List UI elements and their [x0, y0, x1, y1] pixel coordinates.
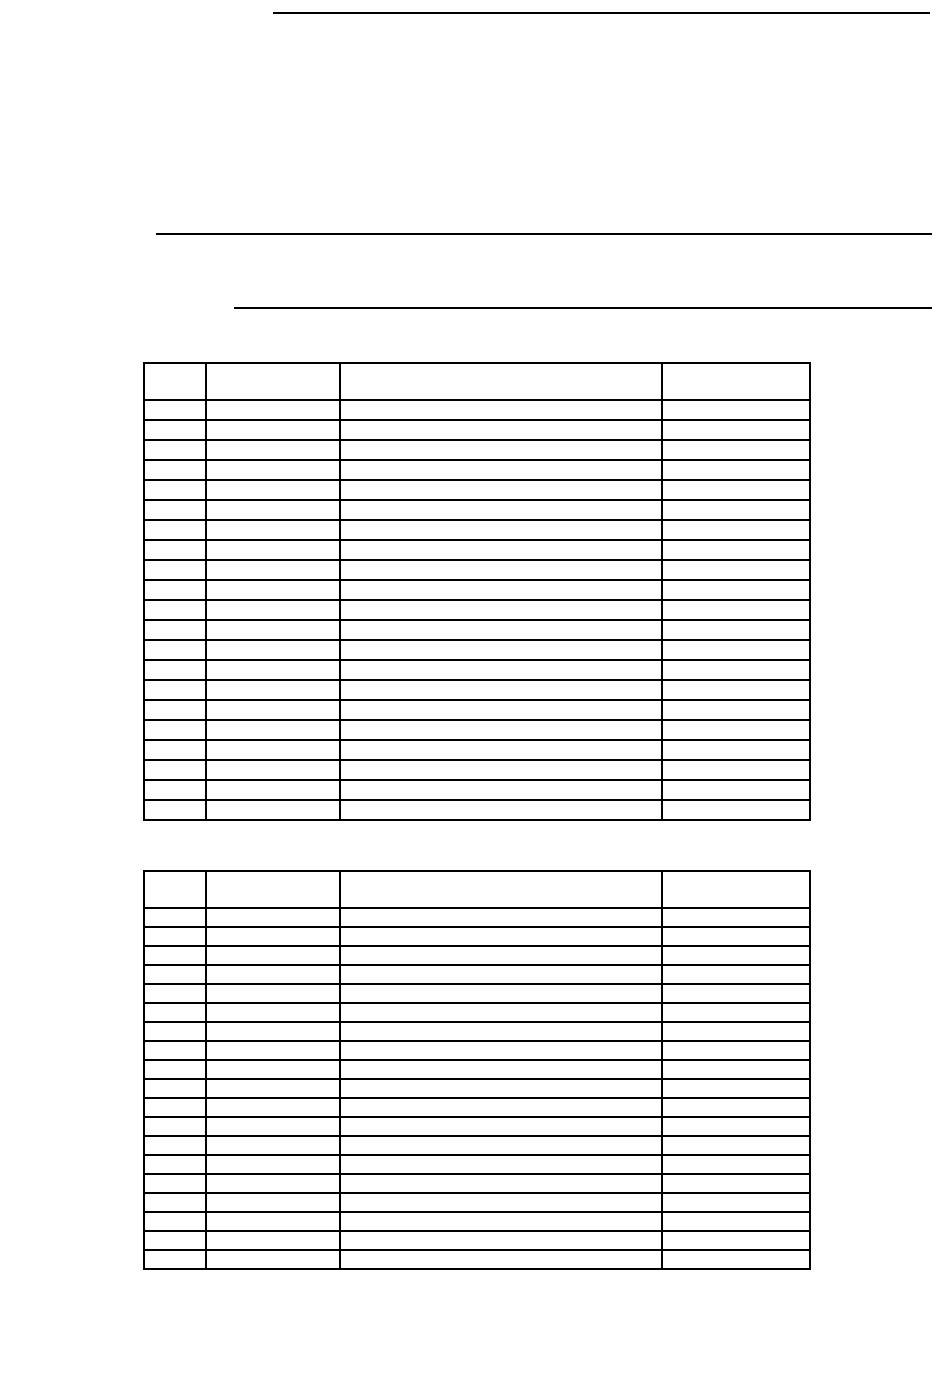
table-cell	[662, 420, 810, 440]
table-cell	[662, 1212, 810, 1231]
table-cell	[340, 420, 662, 440]
table-cell	[206, 1060, 340, 1079]
table-cell	[662, 1174, 810, 1193]
table-cell	[206, 1250, 340, 1269]
table-cell	[662, 460, 810, 480]
table-cell	[340, 1174, 662, 1193]
table-cell	[206, 480, 340, 500]
table-cell	[144, 640, 206, 660]
table-cell	[662, 760, 810, 780]
table-cell	[662, 600, 810, 620]
table-cell	[144, 1098, 206, 1117]
table-row	[144, 600, 810, 620]
parts-table-1-header	[144, 363, 810, 400]
table-header-cell	[340, 363, 662, 400]
table-row	[144, 1155, 810, 1174]
table-row	[144, 1098, 810, 1117]
table-cell	[340, 1231, 662, 1250]
table-cell	[206, 1231, 340, 1250]
table-cell	[206, 965, 340, 984]
table-row	[144, 1212, 810, 1231]
table-cell	[206, 520, 340, 540]
table-cell	[144, 440, 206, 460]
table-cell	[206, 560, 340, 580]
title-underline-rule	[273, 12, 930, 14]
table-cell	[340, 760, 662, 780]
table-cell	[662, 1193, 810, 1212]
table-row	[144, 660, 810, 680]
table-cell	[340, 1136, 662, 1155]
table-cell	[206, 927, 340, 946]
table-cell	[662, 620, 810, 640]
table-cell	[206, 580, 340, 600]
table-row	[144, 560, 810, 580]
table-row	[144, 1041, 810, 1060]
table-header-cell	[340, 871, 662, 908]
table-cell	[206, 908, 340, 927]
table-cell	[206, 1136, 340, 1155]
table-row	[144, 540, 810, 560]
table-cell	[340, 680, 662, 700]
table-cell	[206, 660, 340, 680]
table-cell	[144, 480, 206, 500]
table-cell	[340, 400, 662, 420]
parts-table-2-header	[144, 871, 810, 908]
table-cell	[144, 1041, 206, 1060]
table-cell	[662, 1060, 810, 1079]
parts-table-1	[143, 362, 811, 821]
table-row	[144, 1022, 810, 1041]
table-row	[144, 640, 810, 660]
parts-table-2-body	[144, 908, 810, 1269]
table-cell	[144, 908, 206, 927]
table-cell	[340, 700, 662, 720]
table-cell	[206, 1155, 340, 1174]
table-cell	[144, 800, 206, 820]
table-cell	[340, 720, 662, 740]
table-cell	[662, 1003, 810, 1022]
table-cell	[340, 460, 662, 480]
table-row	[144, 520, 810, 540]
table-cell	[144, 740, 206, 760]
table-cell	[144, 660, 206, 680]
table-cell	[662, 740, 810, 760]
table-cell	[662, 1155, 810, 1174]
table-cell	[340, 580, 662, 600]
table-row	[144, 1136, 810, 1155]
table-cell	[206, 1117, 340, 1136]
table-row	[144, 965, 810, 984]
table-row	[144, 760, 810, 780]
table-cell	[662, 1098, 810, 1117]
table-cell	[144, 520, 206, 540]
table-cell	[144, 720, 206, 740]
table-cell	[206, 460, 340, 480]
table-header-cell	[144, 363, 206, 400]
table-cell	[340, 740, 662, 760]
parts-table-1-body	[144, 400, 810, 820]
table-cell	[206, 780, 340, 800]
table-cell	[340, 480, 662, 500]
table-cell	[662, 908, 810, 927]
table-cell	[206, 680, 340, 700]
table-row	[144, 927, 810, 946]
table-header-cell	[206, 363, 340, 400]
table-cell	[206, 700, 340, 720]
table-cell	[340, 560, 662, 580]
table-cell	[662, 946, 810, 965]
table-cell	[662, 480, 810, 500]
table-cell	[340, 1193, 662, 1212]
table-cell	[144, 1231, 206, 1250]
section-underline-rule-1	[156, 233, 932, 235]
table-cell	[662, 640, 810, 660]
table-cell	[340, 520, 662, 540]
table-header-cell	[206, 871, 340, 908]
table-cell	[662, 1117, 810, 1136]
table-row	[144, 908, 810, 927]
table-row	[144, 1250, 810, 1269]
table-cell	[144, 560, 206, 580]
table-cell	[206, 946, 340, 965]
table-cell	[206, 720, 340, 740]
table-cell	[144, 760, 206, 780]
table-cell	[662, 800, 810, 820]
table-row	[144, 400, 810, 420]
table-row	[144, 1231, 810, 1250]
table-cell	[206, 1003, 340, 1022]
table-cell	[144, 1136, 206, 1155]
table-cell	[206, 420, 340, 440]
table-cell	[340, 440, 662, 460]
table-cell	[340, 1079, 662, 1098]
table-cell	[206, 400, 340, 420]
table-cell	[206, 1212, 340, 1231]
table-cell	[340, 908, 662, 927]
table-header-row	[144, 363, 810, 400]
table-cell	[206, 1098, 340, 1117]
table-cell	[662, 1079, 810, 1098]
table-cell	[144, 1060, 206, 1079]
table-cell	[144, 580, 206, 600]
table-cell	[340, 927, 662, 946]
table-cell	[206, 1193, 340, 1212]
table-row	[144, 460, 810, 480]
table-cell	[206, 540, 340, 560]
table-cell	[144, 780, 206, 800]
parts-table-2	[143, 870, 811, 1270]
table-cell	[340, 1041, 662, 1060]
table-cell	[144, 1193, 206, 1212]
table-cell	[662, 927, 810, 946]
table-cell	[662, 520, 810, 540]
table-header-cell	[662, 871, 810, 908]
table-cell	[144, 1022, 206, 1041]
table-row	[144, 580, 810, 600]
table-cell	[144, 680, 206, 700]
table-row	[144, 720, 810, 740]
table-cell	[144, 460, 206, 480]
table-cell	[144, 400, 206, 420]
section-underline-rule-2	[234, 307, 932, 309]
table-row	[144, 1117, 810, 1136]
table-cell	[206, 1041, 340, 1060]
table-cell	[662, 1136, 810, 1155]
table-row	[144, 1193, 810, 1212]
table-cell	[662, 440, 810, 460]
table-cell	[206, 1174, 340, 1193]
table-cell	[144, 1079, 206, 1098]
table-row	[144, 700, 810, 720]
table-cell	[340, 780, 662, 800]
table-cell	[206, 760, 340, 780]
table-cell	[340, 1022, 662, 1041]
table-cell	[340, 965, 662, 984]
table-cell	[206, 1079, 340, 1098]
table-cell	[340, 946, 662, 965]
table-cell	[340, 1060, 662, 1079]
table-header-cell	[662, 363, 810, 400]
table-cell	[144, 984, 206, 1003]
table-cell	[662, 540, 810, 560]
table-header-row	[144, 871, 810, 908]
table-cell	[144, 1155, 206, 1174]
table-row	[144, 780, 810, 800]
table-cell	[206, 600, 340, 620]
table-cell	[144, 700, 206, 720]
table-cell	[662, 1250, 810, 1269]
table-cell	[144, 540, 206, 560]
table-row	[144, 440, 810, 460]
table-row	[144, 500, 810, 520]
table-cell	[206, 500, 340, 520]
table-row	[144, 620, 810, 640]
table-cell	[340, 660, 662, 680]
table-cell	[340, 540, 662, 560]
table-row	[144, 984, 810, 1003]
table-row	[144, 480, 810, 500]
table-cell	[144, 600, 206, 620]
table-row	[144, 800, 810, 820]
table-cell	[144, 1212, 206, 1231]
table-cell	[206, 800, 340, 820]
table-row	[144, 680, 810, 700]
table-row	[144, 420, 810, 440]
table-cell	[662, 580, 810, 600]
table-cell	[340, 800, 662, 820]
table-cell	[206, 1022, 340, 1041]
table-cell	[144, 1003, 206, 1022]
table-cell	[662, 400, 810, 420]
table-cell	[340, 1155, 662, 1174]
table-cell	[144, 420, 206, 440]
table-cell	[662, 560, 810, 580]
table-cell	[662, 720, 810, 740]
table-cell	[206, 640, 340, 660]
table-cell	[144, 946, 206, 965]
table-cell	[206, 620, 340, 640]
table-cell	[144, 927, 206, 946]
table-cell	[144, 620, 206, 640]
table-cell	[340, 1117, 662, 1136]
table-cell	[662, 680, 810, 700]
table-cell	[340, 620, 662, 640]
table-cell	[144, 500, 206, 520]
table-row	[144, 1174, 810, 1193]
table-cell	[340, 500, 662, 520]
table-cell	[340, 1003, 662, 1022]
table-cell	[662, 984, 810, 1003]
table-cell	[340, 600, 662, 620]
table-cell	[340, 1212, 662, 1231]
table-cell	[662, 700, 810, 720]
table-cell	[662, 660, 810, 680]
table-row	[144, 1060, 810, 1079]
table-row	[144, 740, 810, 760]
table-row	[144, 1079, 810, 1098]
table-header-cell	[144, 871, 206, 908]
table-cell	[340, 1250, 662, 1269]
table-cell	[340, 1098, 662, 1117]
table-cell	[662, 1231, 810, 1250]
table-cell	[662, 1022, 810, 1041]
table-cell	[206, 740, 340, 760]
table-cell	[144, 965, 206, 984]
table-cell	[340, 640, 662, 660]
table-cell	[340, 984, 662, 1003]
table-cell	[144, 1250, 206, 1269]
table-row	[144, 1003, 810, 1022]
table-cell	[144, 1117, 206, 1136]
table-cell	[662, 780, 810, 800]
table-cell	[206, 984, 340, 1003]
table-cell	[662, 500, 810, 520]
table-cell	[144, 1174, 206, 1193]
table-cell	[206, 440, 340, 460]
table-row	[144, 946, 810, 965]
table-cell	[662, 1041, 810, 1060]
table-cell	[662, 965, 810, 984]
